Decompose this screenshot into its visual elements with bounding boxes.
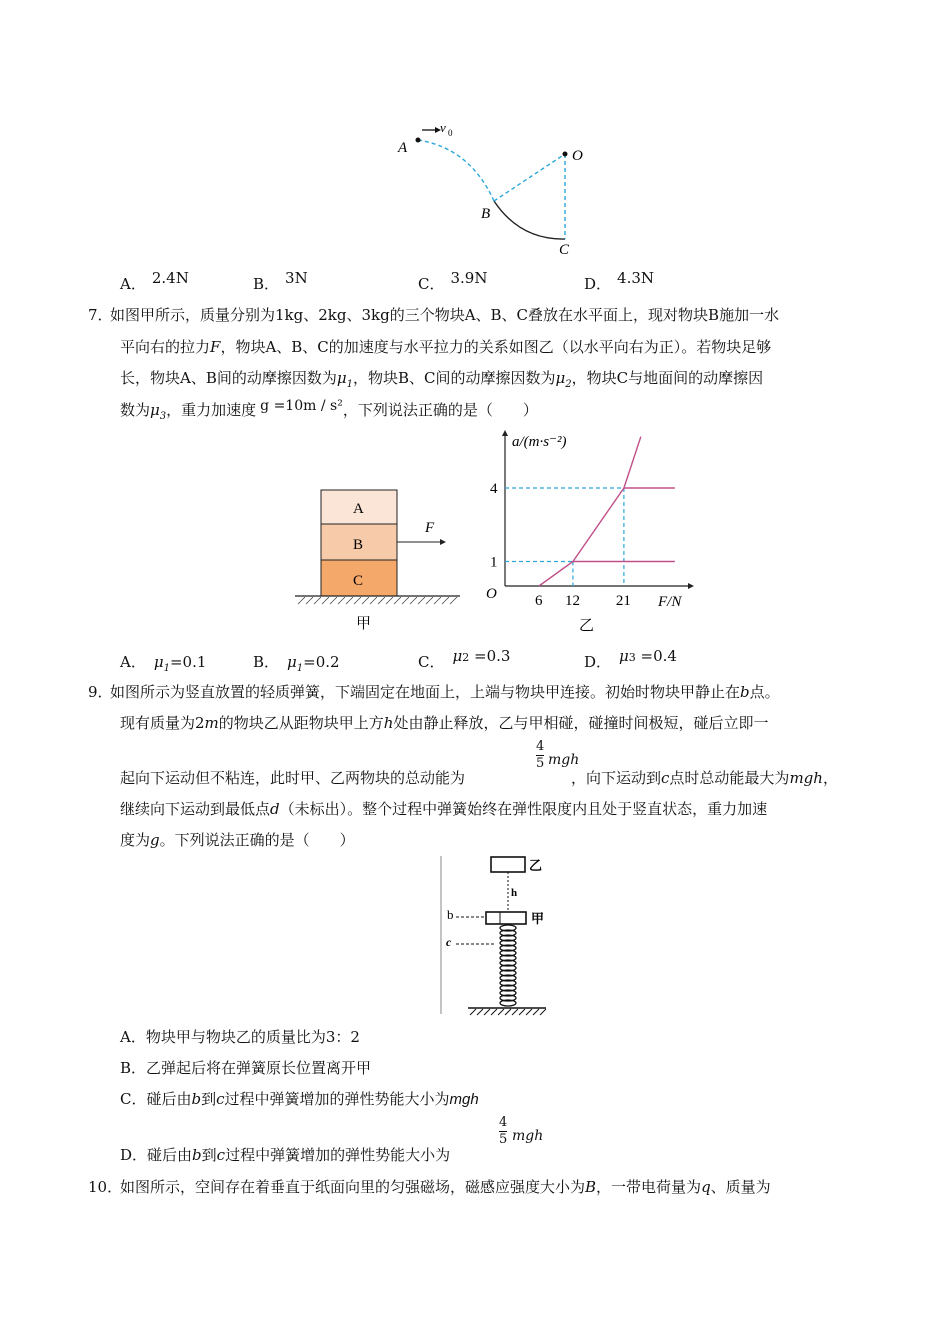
q9-line-3b: ，向下运动到c点时总动能最大为mgh，	[571, 769, 838, 787]
q7-option-c[interactable]: C． μ2 =0.3	[418, 647, 511, 671]
block-b-label: B	[353, 537, 364, 553]
q6-label-b: B	[481, 206, 491, 222]
q9-line-3: 起向下运动但不粘连，此时甲、乙两物块的总动能为	[120, 769, 466, 787]
caption-jia: 甲	[356, 616, 372, 632]
q10-line-1: 如图所示，空间存在着垂直于纸面向里的匀强磁场，磁感应强度大小为B，一带电荷量为q、质量为	[120, 1178, 771, 1196]
block-yi	[491, 857, 525, 872]
q7-option-b[interactable]: B． $\mu_1=0.2$	[253, 653, 340, 674]
q6-solid-arc	[494, 201, 565, 239]
x-tick-21: 21	[615, 593, 631, 609]
q6-option-b[interactable]: B． 3N	[253, 269, 308, 293]
q7-chart	[478, 426, 698, 636]
q6-label-a: A	[398, 140, 408, 156]
block-c-label: C	[353, 573, 364, 589]
q7-line-2: 平向右的拉力F，物块A、B、C的加速度与水平拉力的关系如图乙（以水平向右为正）。若物块足够	[120, 338, 772, 356]
caption-yi: 乙	[579, 618, 595, 634]
q6-figure	[390, 118, 590, 263]
q6-point-o	[563, 152, 568, 157]
x-axis-label: F/N	[658, 594, 682, 610]
q6-option-a[interactable]: A． 2.4N	[120, 269, 189, 293]
q9-fraction: 4 5	[536, 739, 545, 771]
origin-label: O	[486, 586, 497, 602]
label-b: b	[447, 907, 454, 922]
label-h: h	[511, 887, 518, 899]
q6-label-c: C	[559, 242, 570, 258]
q9-option-d-mgh: mgh	[512, 1128, 544, 1144]
q7-line-3: 长，物块A、B间的动摩擦因数为$\mu_1$，物块B、C间的动摩擦因数为$\mu_2$，物块C与地面间的动摩擦因	[120, 369, 764, 390]
q9-line-5: 度为g。下列说法正确的是（ ）	[120, 831, 355, 849]
force-label: F	[425, 520, 435, 536]
y-axis-label: a/(m·s⁻²)	[512, 434, 567, 450]
q9-option-a[interactable]: A．物块甲与物块乙的质量比为3：2	[120, 1028, 360, 1046]
q9-number: 9．	[88, 683, 113, 701]
q7-number: 7．	[88, 306, 113, 324]
spring	[500, 925, 516, 1006]
y-tick-4: 4	[490, 481, 498, 497]
block-a-label: A	[353, 501, 364, 517]
x-tick-12: 12	[564, 593, 580, 609]
label-yi: 乙	[529, 858, 543, 873]
q6-label-v0: v	[440, 120, 446, 135]
q9-option-c[interactable]: C．碰后由b到c过程中弹簧增加的弹性势能大小为mgh	[120, 1090, 479, 1108]
q9-option-b[interactable]: B．乙弹起后将在弹簧原长位置离开甲	[120, 1059, 372, 1077]
q9-option-d-fraction: 4 5	[499, 1115, 508, 1147]
q6-option-d[interactable]: D． 4.3N	[584, 269, 655, 293]
label-c: c	[446, 935, 452, 949]
q6-label-o: O	[572, 148, 583, 164]
q6-ob-line	[494, 154, 565, 201]
q7-option-a[interactable]: A． $\mu_1=0.1$	[120, 653, 207, 674]
q7-line-4: 数为$\mu_3$，重力加速度 g =10m / s²，下列说法正确的是（ ）	[120, 398, 538, 422]
q7-figure-jia	[290, 484, 465, 634]
q6-dashed-arc	[418, 140, 494, 201]
force-arrow	[440, 539, 446, 545]
q10-number: 10．	[88, 1178, 123, 1196]
q9-figure	[436, 854, 556, 1020]
q9-option-d[interactable]: D．碰后由b到c过程中弹簧增加的弹性势能大小为	[120, 1146, 451, 1164]
label-jia: 甲	[531, 911, 545, 926]
block-jia	[486, 912, 526, 924]
q6-option-c[interactable]: C． 3.9N	[418, 269, 488, 293]
q9-line-1: 如图所示为竖直放置的轻质弹簧，下端固定在地面上，上端与物块甲连接。初始时物块甲静止在b点。	[110, 683, 780, 701]
svg-text:0: 0	[448, 128, 453, 138]
q9-line-2: 现有质量为2m的物块乙从距物块甲上方h处由静止释放，乙与甲相碰，碰撞时间极短，碰后立即一	[120, 714, 769, 732]
y-tick-1: 1	[490, 554, 498, 571]
q6-point-a	[416, 138, 421, 143]
q9-frac-mgh: mgh	[548, 752, 580, 768]
x-tick-6: 6	[534, 593, 543, 609]
q7-line-1: 如图甲所示，质量分别为1kg、2kg、3kg的三个物块A、B、C叠放在水平面上，现对物块B施加一水	[110, 306, 780, 324]
q7-option-d[interactable]: D． μ3 =0.4	[584, 647, 677, 671]
q9-line-4: 继续向下运动到最低点d（未标出）。整个过程中弹簧始终在弹性限度内且处于竖直状态，重力加速	[120, 800, 768, 818]
series-line-0	[539, 437, 641, 586]
